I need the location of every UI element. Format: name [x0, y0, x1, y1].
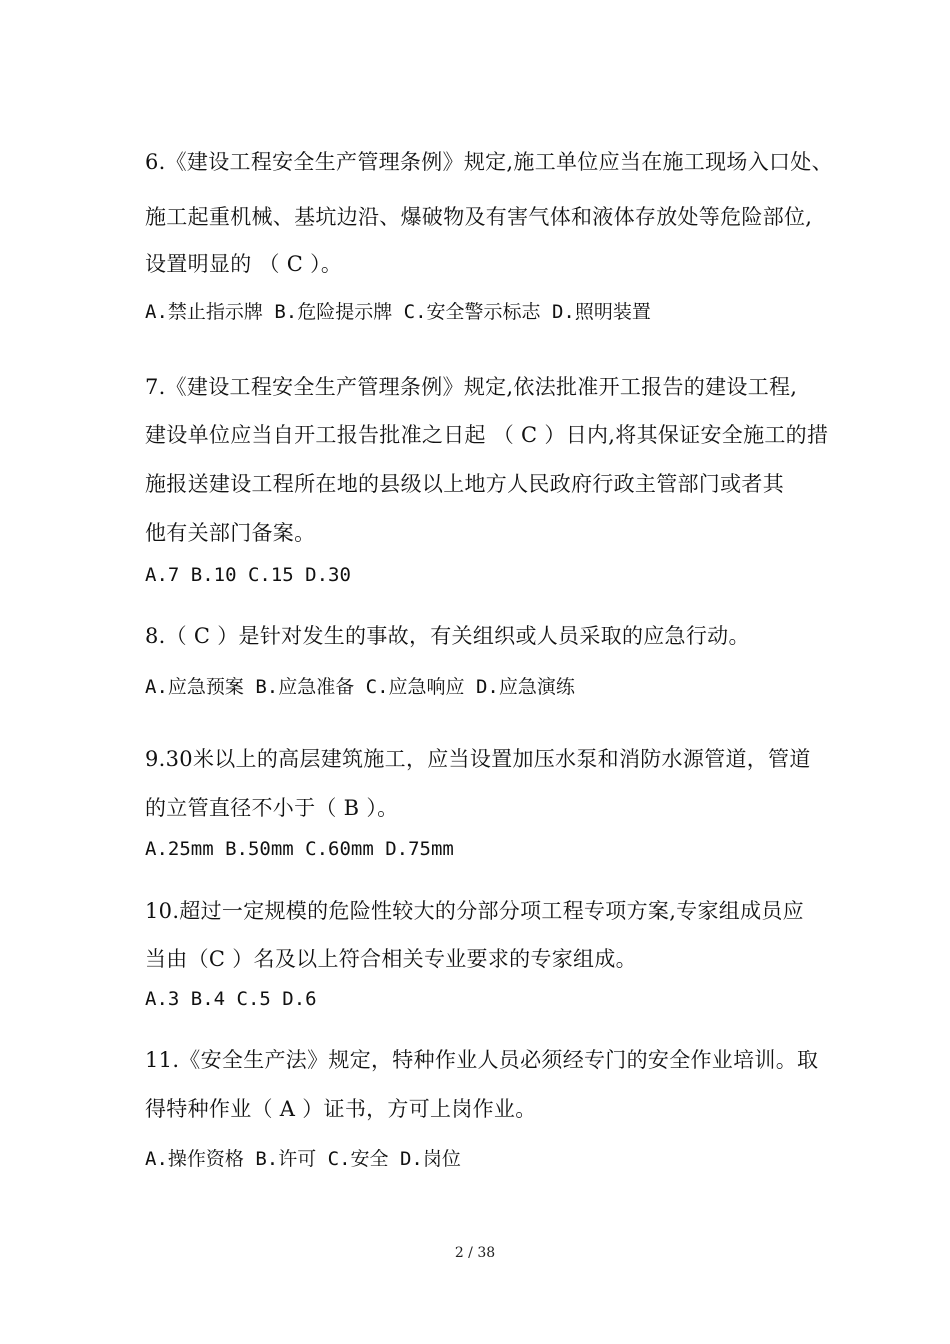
page-number: 2 / 38	[454, 1245, 496, 1261]
question-11-line-1: 11.《安全生产法》规定，特种作业人员必须经专门的安全作业培训。取	[145, 1048, 819, 1072]
question-7-line-3: 施报送建设工程所在地的县级以上地方人民政府行政主管部门或者其	[145, 472, 784, 496]
question-9-options: A.25mm B.50mm C.60mm D.75mm	[145, 838, 454, 860]
question-9-line-2: 的立管直径不小于（ B ）。	[145, 796, 399, 820]
question-6-line-2: 施工起重机械、基坑边沿、爆破物及有害气体和液体存放处等危险部位,	[145, 205, 813, 229]
question-9-line-1: 9.30米以上的高层建筑施工，应当设置加压水泵和消防水源管道，管道	[145, 747, 811, 771]
question-10-line-2: 当由（C ）名及以上符合相关专业要求的专家组成。	[145, 947, 637, 971]
question-7-line-4: 他有关部门备案。	[145, 521, 316, 545]
question-11-line-2: 得特种作业（ A ）证书，方可上岗作业。	[145, 1097, 537, 1121]
question-6-options: A.禁止指示牌 B.危险提示牌 C.安全警示标志 D.照明装置	[145, 301, 651, 323]
question-6-line-3: 设置明显的 （ C ）。	[145, 252, 343, 276]
question-7-line-2: 建设单位应当自开工报告批准之日起 （ C ）日内,将其保证安全施工的措	[145, 423, 829, 447]
question-11-options: A.操作资格 B.许可 C.安全 D.岗位	[145, 1148, 461, 1170]
question-7-line-1: 7.《建设工程安全生产管理条例》规定,依法批准开工报告的建设工程,	[145, 375, 798, 399]
question-6-line-1: 6.《建设工程安全生产管理条例》规定,施工单位应当在施工现场入口处、	[145, 150, 833, 174]
question-10-line-1: 10.超过一定规模的危险性较大的分部分项工程专项方案,专家组成员应	[145, 899, 804, 923]
question-7-options: A.7 B.10 C.15 D.30	[145, 564, 351, 586]
question-10-options: A.3 B.4 C.5 D.6	[145, 988, 317, 1010]
question-8-line-1: 8.（ C ）是针对发生的事故，有关组织或人员采取的应急行动。	[145, 624, 750, 648]
question-8-options: A.应急预案 B.应急准备 C.应急响应 D.应急演练	[145, 676, 575, 698]
